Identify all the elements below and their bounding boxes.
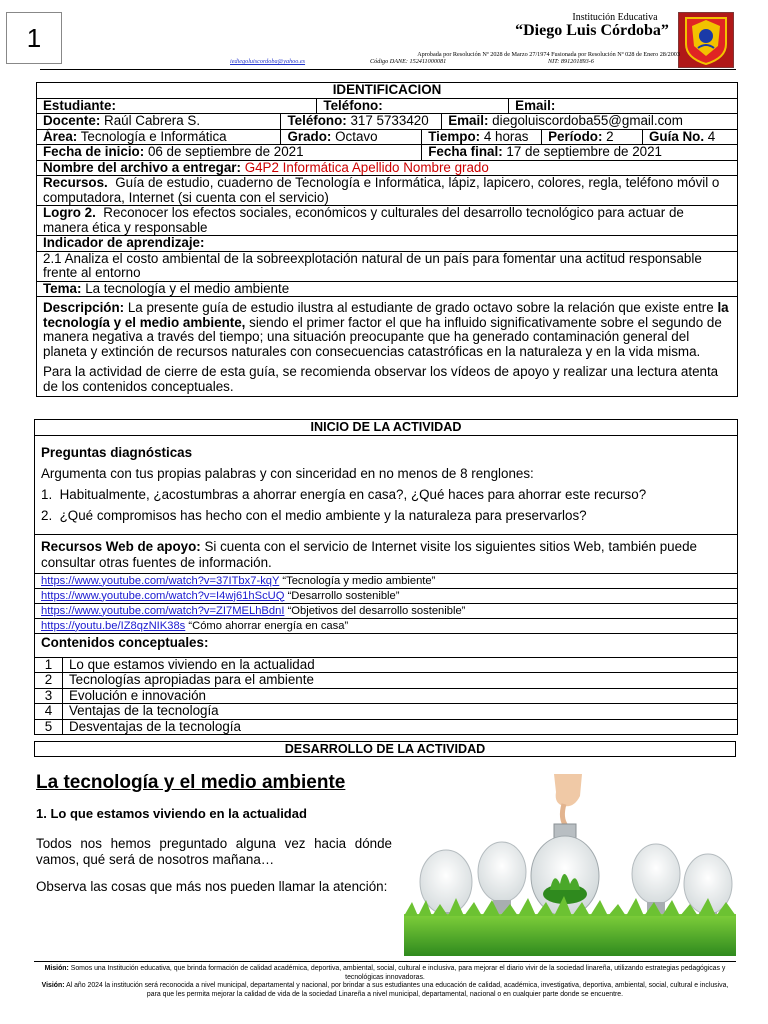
student-email-label: Email: — [509, 98, 738, 114]
teacher-email-value: diegoluiscordoba55@gmail.com — [492, 113, 683, 128]
video-link[interactable]: https://www.youtube.com/watch?v=I4wj61hScUQ — [41, 589, 285, 602]
description-text-a: La presente guía de estudio ilustra al estudiante de grado octavo sobre la relación que existe entre — [127, 300, 714, 315]
activity-start-table — [34, 419, 738, 735]
description-text-b: siendo el primer factor el que ha influido significativamente sobre el segundo de manera negativa a través del tiempo; una situación preocupante que ha generado contaminación general del planeta y extinción de recursos naturales con consecuencias catastróficas en la naturaleza y en la vida misma. — [43, 314, 722, 359]
content-text: Tecnologías apropiadas para el ambiente — [62, 673, 737, 689]
content-text: Lo que estamos viviendo en la actualidad — [62, 657, 737, 673]
link-row-3 — [35, 603, 738, 618]
guide-label: Guía No. — [649, 128, 705, 144]
topic-value: La tecnología y el medio ambiente — [85, 280, 290, 296]
area-label: Área: — [43, 128, 78, 144]
end-date-cell — [422, 145, 738, 161]
question-number: 2. — [41, 507, 53, 523]
content-row — [35, 673, 738, 689]
link-row-1 — [35, 573, 738, 588]
end-date-value: 17 de septiembre de 2021 — [506, 144, 663, 159]
content-row — [35, 704, 738, 720]
contact-line — [230, 58, 680, 67]
question-text: ¿Qué compromisos has hecho con el medio ambiente y la naturaleza para preservarlos? — [59, 507, 587, 523]
identification-table — [36, 82, 738, 397]
teacher-label: Docente: — [43, 113, 101, 128]
student-label: Estudiante: — [37, 98, 317, 114]
web-resources-cell — [35, 534, 738, 573]
file-name-value: G4P2 Informática Apellido Nombre grado — [244, 159, 489, 175]
institution-shield-logo — [678, 12, 734, 68]
video-link[interactable]: https://www.youtube.com/watch?v=37ITbx7-kqY — [41, 574, 280, 587]
period-value: 2 — [606, 128, 614, 144]
link-row-4 — [35, 618, 738, 633]
student-phone-label: Teléfono: — [317, 98, 509, 114]
content-row — [35, 688, 738, 704]
goal-label: Logro 2. — [43, 205, 96, 220]
diagnostic-intro: Argumenta con tus propias palabras y con sinceridad en no menos de 8 renglones: — [41, 465, 534, 481]
content-number: 1 — [35, 657, 63, 673]
question-number: 1. — [41, 486, 53, 502]
diagnostic-question-1 — [41, 484, 731, 505]
grade-label: Grado: — [287, 128, 332, 144]
teacher-cell — [37, 114, 281, 130]
start-date-value: 06 de septiembre de 2021 — [147, 144, 304, 159]
time-value: 4 horas — [483, 128, 529, 144]
identification-heading: IDENTIFICACION — [37, 83, 738, 99]
resources-value: Guía de estudio, cuaderno de Tecnología e Informática, lápiz, lapicero, colores, regla, teléfono móvil o computadora, Internet (si cuenta con el servicio) — [43, 175, 720, 205]
area-value: Tecnología e Informática — [80, 128, 227, 144]
time-label: Tiempo: — [428, 128, 481, 144]
resources-cell — [37, 176, 738, 206]
diagnostic-cell — [35, 435, 738, 534]
description-paragraph — [43, 301, 731, 359]
teacher-phone-value: 317 5733420 — [350, 113, 429, 128]
start-date-cell — [37, 145, 422, 161]
vision-body: Al año 2024 la institución será reconocida a nivel municipal, departamental y nacional, por brindar a sus estudiantes una educación de calidad, académica, investigativa, deportiva, ambiental, social, cultural e inclusiva, para que les permita mejorar la calidad de vida de la sociedad Linareña a nivel municipal, departamental, nacional o en cualquier parte donde se encuentre. — [66, 982, 729, 998]
file-name-cell — [37, 160, 738, 176]
link-row-2 — [35, 588, 738, 603]
vision-label: Visión: — [41, 982, 65, 990]
mission-text — [34, 965, 736, 982]
start-date-label: Fecha de inicio: — [43, 144, 145, 159]
vision-text — [34, 982, 736, 999]
institution-name: “Diego Luis Córdoba” — [515, 22, 669, 39]
guide-value: 4 — [707, 128, 716, 144]
teacher-name: Raúl Cabrera S. — [104, 113, 201, 128]
institution-email-link[interactable]: iediegoluiscordoba@yahoo.es — [230, 58, 306, 65]
description-cell — [37, 297, 738, 397]
resolution-line: Aprobada por Resolución Nº 2028 de Marzo 27/1974 Fusionada por Resolución Nº 028 de Enero 28/2003 — [417, 51, 680, 58]
period-label: Período: — [548, 128, 603, 144]
video-desc: “Desarrollo sostenible” — [287, 589, 400, 602]
content-text: Ventajas de la tecnología — [62, 704, 737, 720]
grade-value: Octavo — [335, 128, 378, 144]
teacher-email-cell — [442, 114, 738, 130]
content-row — [35, 657, 738, 673]
grade-cell — [281, 129, 422, 145]
resources-label: Recursos. — [43, 175, 108, 190]
area-cell — [37, 129, 281, 145]
observe-paragraph: Observa las cosas que más nos pueden llamar la atención: — [36, 879, 388, 894]
diagnostic-question-2 — [41, 505, 731, 526]
intro-paragraph: Todos nos hemos preguntado alguna vez hacia dónde vamos, qué será de nosotros mañana… — [36, 836, 392, 867]
content-number: 5 — [35, 719, 63, 735]
description-label: Descripción: — [43, 300, 125, 315]
content-text: Desventajas de la tecnología — [62, 719, 737, 735]
mission-body: Somos una Institución educativa, que brinda formación de calidad académica, deportiva, ambiental, social, cultural e inclusiva, para mejorar el diario vivir de la sociedad linareña, utilizando estrategias pedagógicas y tecnológicas innovadoras. — [70, 965, 726, 981]
teacher-email-label: Email: — [448, 113, 489, 128]
content-number: 3 — [35, 688, 63, 704]
file-name-label: Nombre del archivo a entregar: — [43, 159, 241, 175]
topic-label: Tema: — [43, 280, 82, 296]
page-number: 1 — [6, 12, 62, 64]
video-link[interactable]: https://youtu.be/IZ8qzNIK38s — [41, 619, 186, 632]
web-resources-text: Si cuenta con el servicio de Internet visite los siguientes sitios Web, también puede consultar otras fuentes de información. — [41, 538, 697, 570]
lightbulbs-grass-photo — [404, 774, 736, 956]
video-desc: “Objetivos del desarrollo sostenible” — [287, 604, 466, 617]
header-divider — [40, 69, 736, 70]
teacher-phone-label: Teléfono: — [287, 113, 347, 128]
time-cell — [422, 129, 542, 145]
description-bold: la tecnología y el medio ambiente, — [43, 300, 729, 330]
video-desc: “Cómo ahorrar energía en casa” — [188, 619, 349, 632]
indicator-value: 2.1 Analiza el costo ambiental de la sobreexplotación natural de un país para fomentar una actitud responsable frente al entorno — [37, 251, 738, 281]
video-desc: “Tecnología y medio ambiente” — [282, 574, 436, 587]
section-subtitle: 1. Lo que estamos viviendo en la actualidad — [36, 806, 307, 821]
content-text: Evolución e innovación — [62, 688, 737, 704]
content-row — [35, 719, 738, 735]
institution-label: Institución Educativa — [572, 12, 658, 23]
topic-cell — [37, 281, 738, 297]
period-cell — [542, 129, 643, 145]
teacher-phone-cell — [281, 114, 442, 130]
activity-start-heading: INICIO DE LA ACTIVIDAD — [35, 420, 738, 436]
video-link[interactable]: https://www.youtube.com/watch?v=ZI7MELhBdnI — [41, 604, 285, 617]
section-title: La tecnología y el medio ambiente — [36, 772, 346, 793]
goal-cell — [37, 206, 738, 236]
web-resources-label: Recursos Web de apoyo: — [41, 538, 201, 554]
nit-code: NIT: 891201893-6 — [548, 58, 594, 65]
end-date-label: Fecha final: — [428, 144, 503, 159]
description-paragraph-2: Para la actividad de cierre de esta guía, se recomienda observar los vídeos de apoyo y realizar una lectura atenta de los contenidos conceptuales. — [43, 364, 719, 394]
content-number: 4 — [35, 704, 63, 720]
dane-code: Código DANE: 152411000081 — [370, 58, 447, 65]
question-text: Habitualmente, ¿acostumbras a ahorrar energía en casa?, ¿Qué haces para ahorrar este recurso? — [59, 486, 647, 502]
indicator-label: Indicador de aprendizaje: — [37, 236, 738, 252]
development-heading: DESARROLLO DE LA ACTIVIDAD — [34, 741, 736, 757]
contents-title: Contenidos conceptuales: — [35, 633, 738, 657]
mission-label: Misión: — [44, 965, 69, 972]
footer — [34, 961, 736, 999]
content-number: 2 — [35, 673, 63, 689]
guide-cell — [643, 129, 738, 145]
goal-value: Reconocer los efectos sociales, económicos y culturales del desarrollo tecnológico para actuar de manera ética y responsable — [43, 205, 684, 235]
diagnostic-title: Preguntas diagnósticas — [41, 444, 193, 460]
